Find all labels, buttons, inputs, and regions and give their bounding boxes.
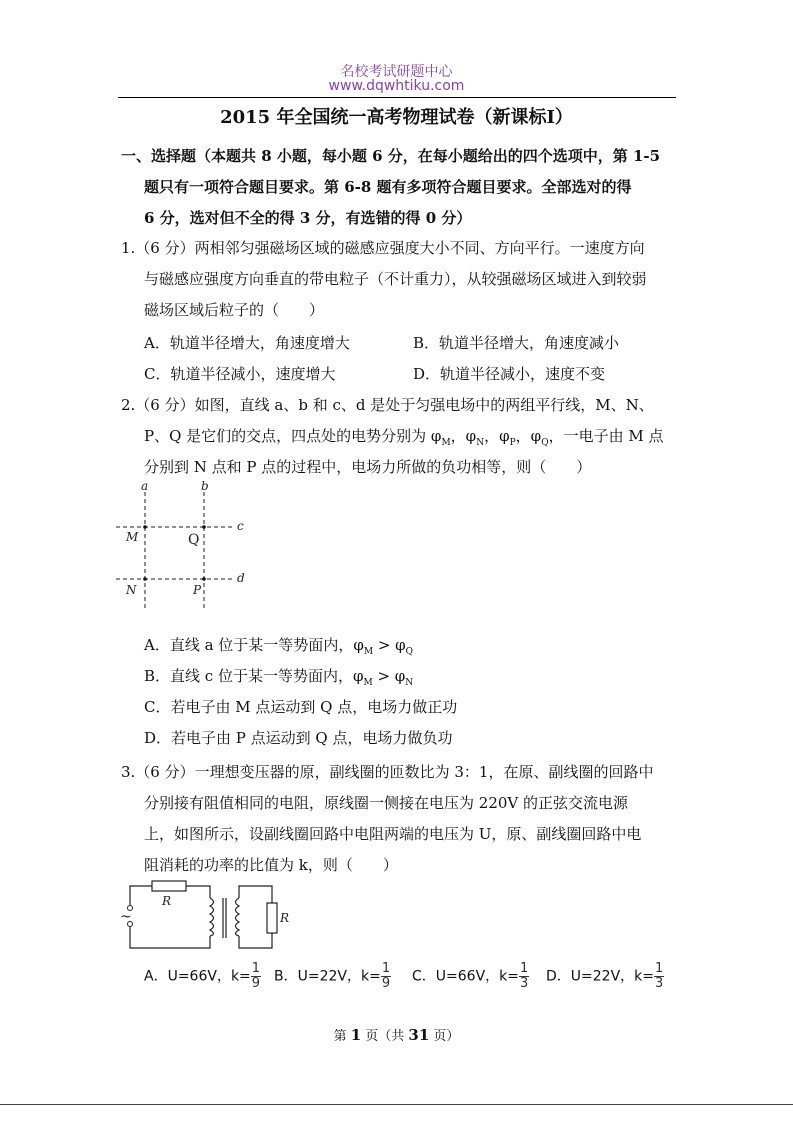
label-a: a [141,479,149,493]
q2-option-b[interactable]: B．直线 c 位于某一等势面内，$\varphi_M > \varphi_N$ [144,667,414,688]
point-q [202,525,206,529]
q2-stem-line3: 分别到 N 点和 P 点的过程中，电场力所做的负功相等，则（ ） [144,458,592,476]
secondary-coil [236,898,240,936]
header-rule [118,97,676,98]
point-p [202,577,206,581]
label-m: M [126,530,139,544]
page-footer: 第 1 页（共 31 页） [333,1026,460,1044]
q3-option-a[interactable]: A．U=66V，k= $\frac{1}{9}$ [144,961,261,991]
q3-stem-line3: 上，如图所示，设副线圈回路中电阻两端的电压为 U，原、副线圈回路中电 [144,825,642,843]
q1-option-a[interactable]: A．轨道半径增大，角速度增大 [144,334,350,352]
label-r2: R [280,911,290,925]
q3-stem-line2: 分别接有阻值相同的电阻，原线圈一侧接在电压为 220V 的正弦交流电源 [144,794,629,812]
ac-source-symbol: ~ [120,909,132,925]
page-total: 31 [408,1026,430,1044]
q1-stem-line3: 磁场区域后粒子的（ ） [144,301,325,319]
q3-option-d[interactable]: D．U=22V，k= $\frac{1}{3}$ [546,961,664,991]
primary-coil [210,898,214,936]
label-d: d [237,571,245,585]
q1-option-c[interactable]: C．轨道半径减小，速度增大 [144,365,336,383]
secondary-resistor [267,903,277,933]
q3-stem-line4: 阻消耗的功率的比值为 k，则（ ） [144,856,398,874]
q3-option-c[interactable]: C．U=66V，k= $\frac{1}{3}$ [412,961,529,991]
label-p: P [193,583,202,597]
watermark-title: 名校考试研题中心 [340,64,453,80]
section-heading-line2: 题只有一项符合题目要求。第 6-8 题有多项符合题目要求。全部选对的得 [144,178,632,196]
q2-stem-line2: P、Q 是它们的交点，四点处的电势分别为 $\varphi_M$，$\varphi_N$，$\varphi_P$，$\varphi_Q$，一电子由 M 点 [144,427,664,448]
section-heading-line3: 6 分，选对但不全的得 3 分，有选错的得 0 分） [144,209,472,227]
q1-stem-line2: 与磁感应强度方向垂直的带电粒子（不计重力），从较强磁场区域进入到较弱 [144,270,647,288]
page-title: 2015 年全国统一高考物理试卷（新课标Ⅰ） [220,107,573,128]
q3-option-b[interactable]: B．U=22V，k= $\frac{1}{9}$ [274,961,391,991]
point-m [143,525,147,529]
label-n: N [126,583,137,597]
point-n [143,577,147,581]
page-number: 1 [350,1026,362,1044]
q2-option-d[interactable]: D．若电子由 P 点运动到 Q 点，电场力做负功 [144,729,453,747]
q1-stem-line1: 1.（6 分）两相邻匀强磁场区域的磁感应强度大小不同、方向平行。一速度方向 [121,239,645,257]
q2-option-c[interactable]: C．若电子由 M 点运动到 Q 点，电场力做正功 [144,698,458,716]
label-r1: R [162,894,172,908]
q2-stem-line1: 2.（6 分）如图，直线 a、b 和 c、d 是处于匀强电场中的两组平行线，M、N、 [121,396,654,414]
q2-option-a[interactable]: A．直线 a 位于某一等势面内，$\varphi_M > \varphi_Q$ [144,636,414,657]
page-bottom-edge [0,1104,793,1105]
q3-transformer-diagram [110,878,300,958]
q2-field-diagram [110,478,260,613]
q3-stem-line1: 3.（6 分）一理想变压器的原，副线圈的匝数比为 3：1，在原、副线圈的回路中 [121,763,654,781]
label-b: b [201,479,209,493]
q1-option-d[interactable]: D．轨道半径减小，速度不变 [413,365,606,383]
q1-option-b[interactable]: B．轨道半径增大，角速度减小 [413,334,620,352]
watermark-url[interactable]: www.dqwhtiku.com [328,78,465,94]
label-c: c [237,519,244,533]
section-heading-line1: 一、选择题（本题共 8 小题，每小题 6 分，在每小题给出的四个选项中，第 1-5 [121,147,661,165]
primary-resistor [152,881,186,891]
label-q: Q [188,532,200,548]
